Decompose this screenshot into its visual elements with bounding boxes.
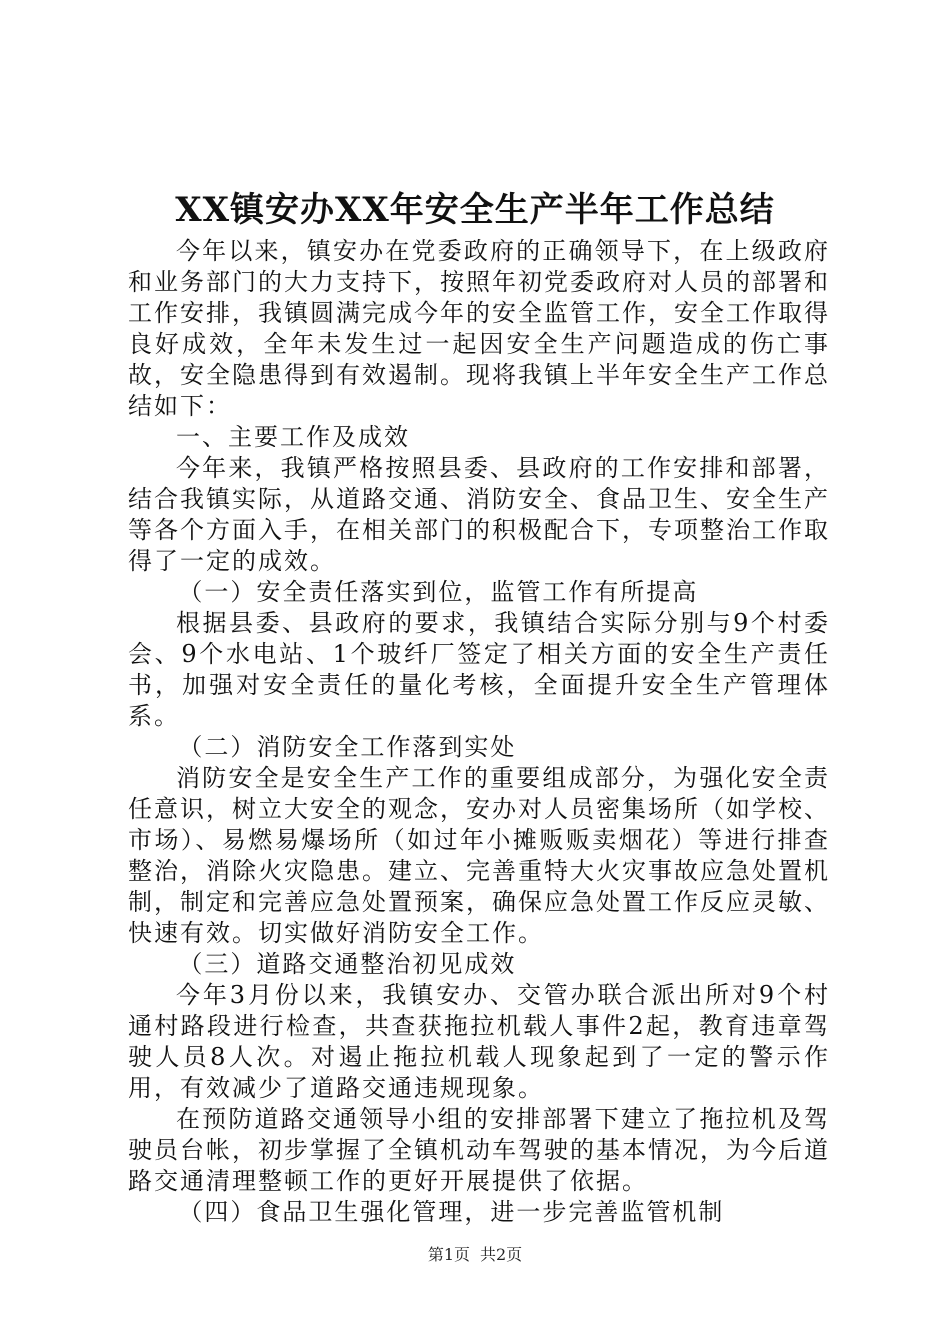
document-body: [128, 236, 830, 1228]
section-heading-main-work: 一、主要工作及成效: [176, 423, 410, 451]
paragraph-main-work: 今年来，我镇严格按照县委、县政府的工作安排和部署，结合我镇实际，从道路交通、消防安全、食品卫生、安全生产等各个方面入手，在相关部门的积极配合下，专项整治工作取得了一定的成效。: [128, 454, 830, 575]
page-number: 第1页: [427, 1245, 470, 1264]
subheading-responsibility: （一）安全责任落实到位，监管工作有所提高: [178, 578, 699, 606]
subheading-food-hygiene: （四）食品卫生强化管理，进一步完善监管机制: [178, 1198, 725, 1226]
paragraph-road-traffic: 今年3月份以来，我镇安办、交管办联合派出所对9个村通村路段进行检查，共查获拖拉机载人事件2起，教育违章驾驶人员8人次。对遏止拖拉机载人现象起到了一定的警示作用，有效减少了道路交通违规现象。: [128, 981, 830, 1102]
paragraph-responsibility: 根据县委、县政府的要求，我镇结合实际分别与9个村委会、9个水电站、1个玻纤厂签定了相关方面的安全生产责任书，加强对安全责任的量化考核，全面提升安全生产管理体系。: [128, 609, 830, 730]
page-total: 共2页: [480, 1245, 523, 1264]
subheading-road-traffic: （三）道路交通整治初见成效: [178, 950, 517, 978]
subheading-fire-safety: （二）消防安全工作落到实处: [178, 733, 517, 761]
paragraph-road-traffic-ledger: 在预防道路交通领导小组的安排部署下建立了拖拉机及驾驶员台帐，初步掌握了全镇机动车驾驶的基本情况，为今后道路交通清理整顿工作的更好开展提供了依据。: [128, 1105, 830, 1195]
document-title: XX镇安办XX年安全生产半年工作总结: [175, 190, 775, 230]
paragraph-intro: 今年以来，镇安办在党委政府的正确领导下，在上级政府和业务部门的大力支持下，按照年初党委政府对人员的部署和工作安排，我镇圆满完成今年的安全监管工作，安全工作取得良好成效，全年未发生过一起因安全生产问题造成的伤亡事故，安全隐患得到有效遏制。现将我镇上半年安全生产工作总结如下：: [128, 237, 830, 420]
page-footer: [0, 1244, 950, 1266]
paragraph-fire-safety: 消防安全是安全生产工作的重要组成部分，为强化安全责任意识，树立大安全的观念，安办对人员密集场所（如学校、市场）、易燃易爆场所（如过年小摊贩贩卖烟花）等进行排查整治，消除火灾隐患。建立、完善重特大火灾事故应急处置机制，制定和完善应急处置预案，确保应急处置工作反应灵敏、快速有效。切实做好消防安全工作。: [128, 764, 830, 947]
